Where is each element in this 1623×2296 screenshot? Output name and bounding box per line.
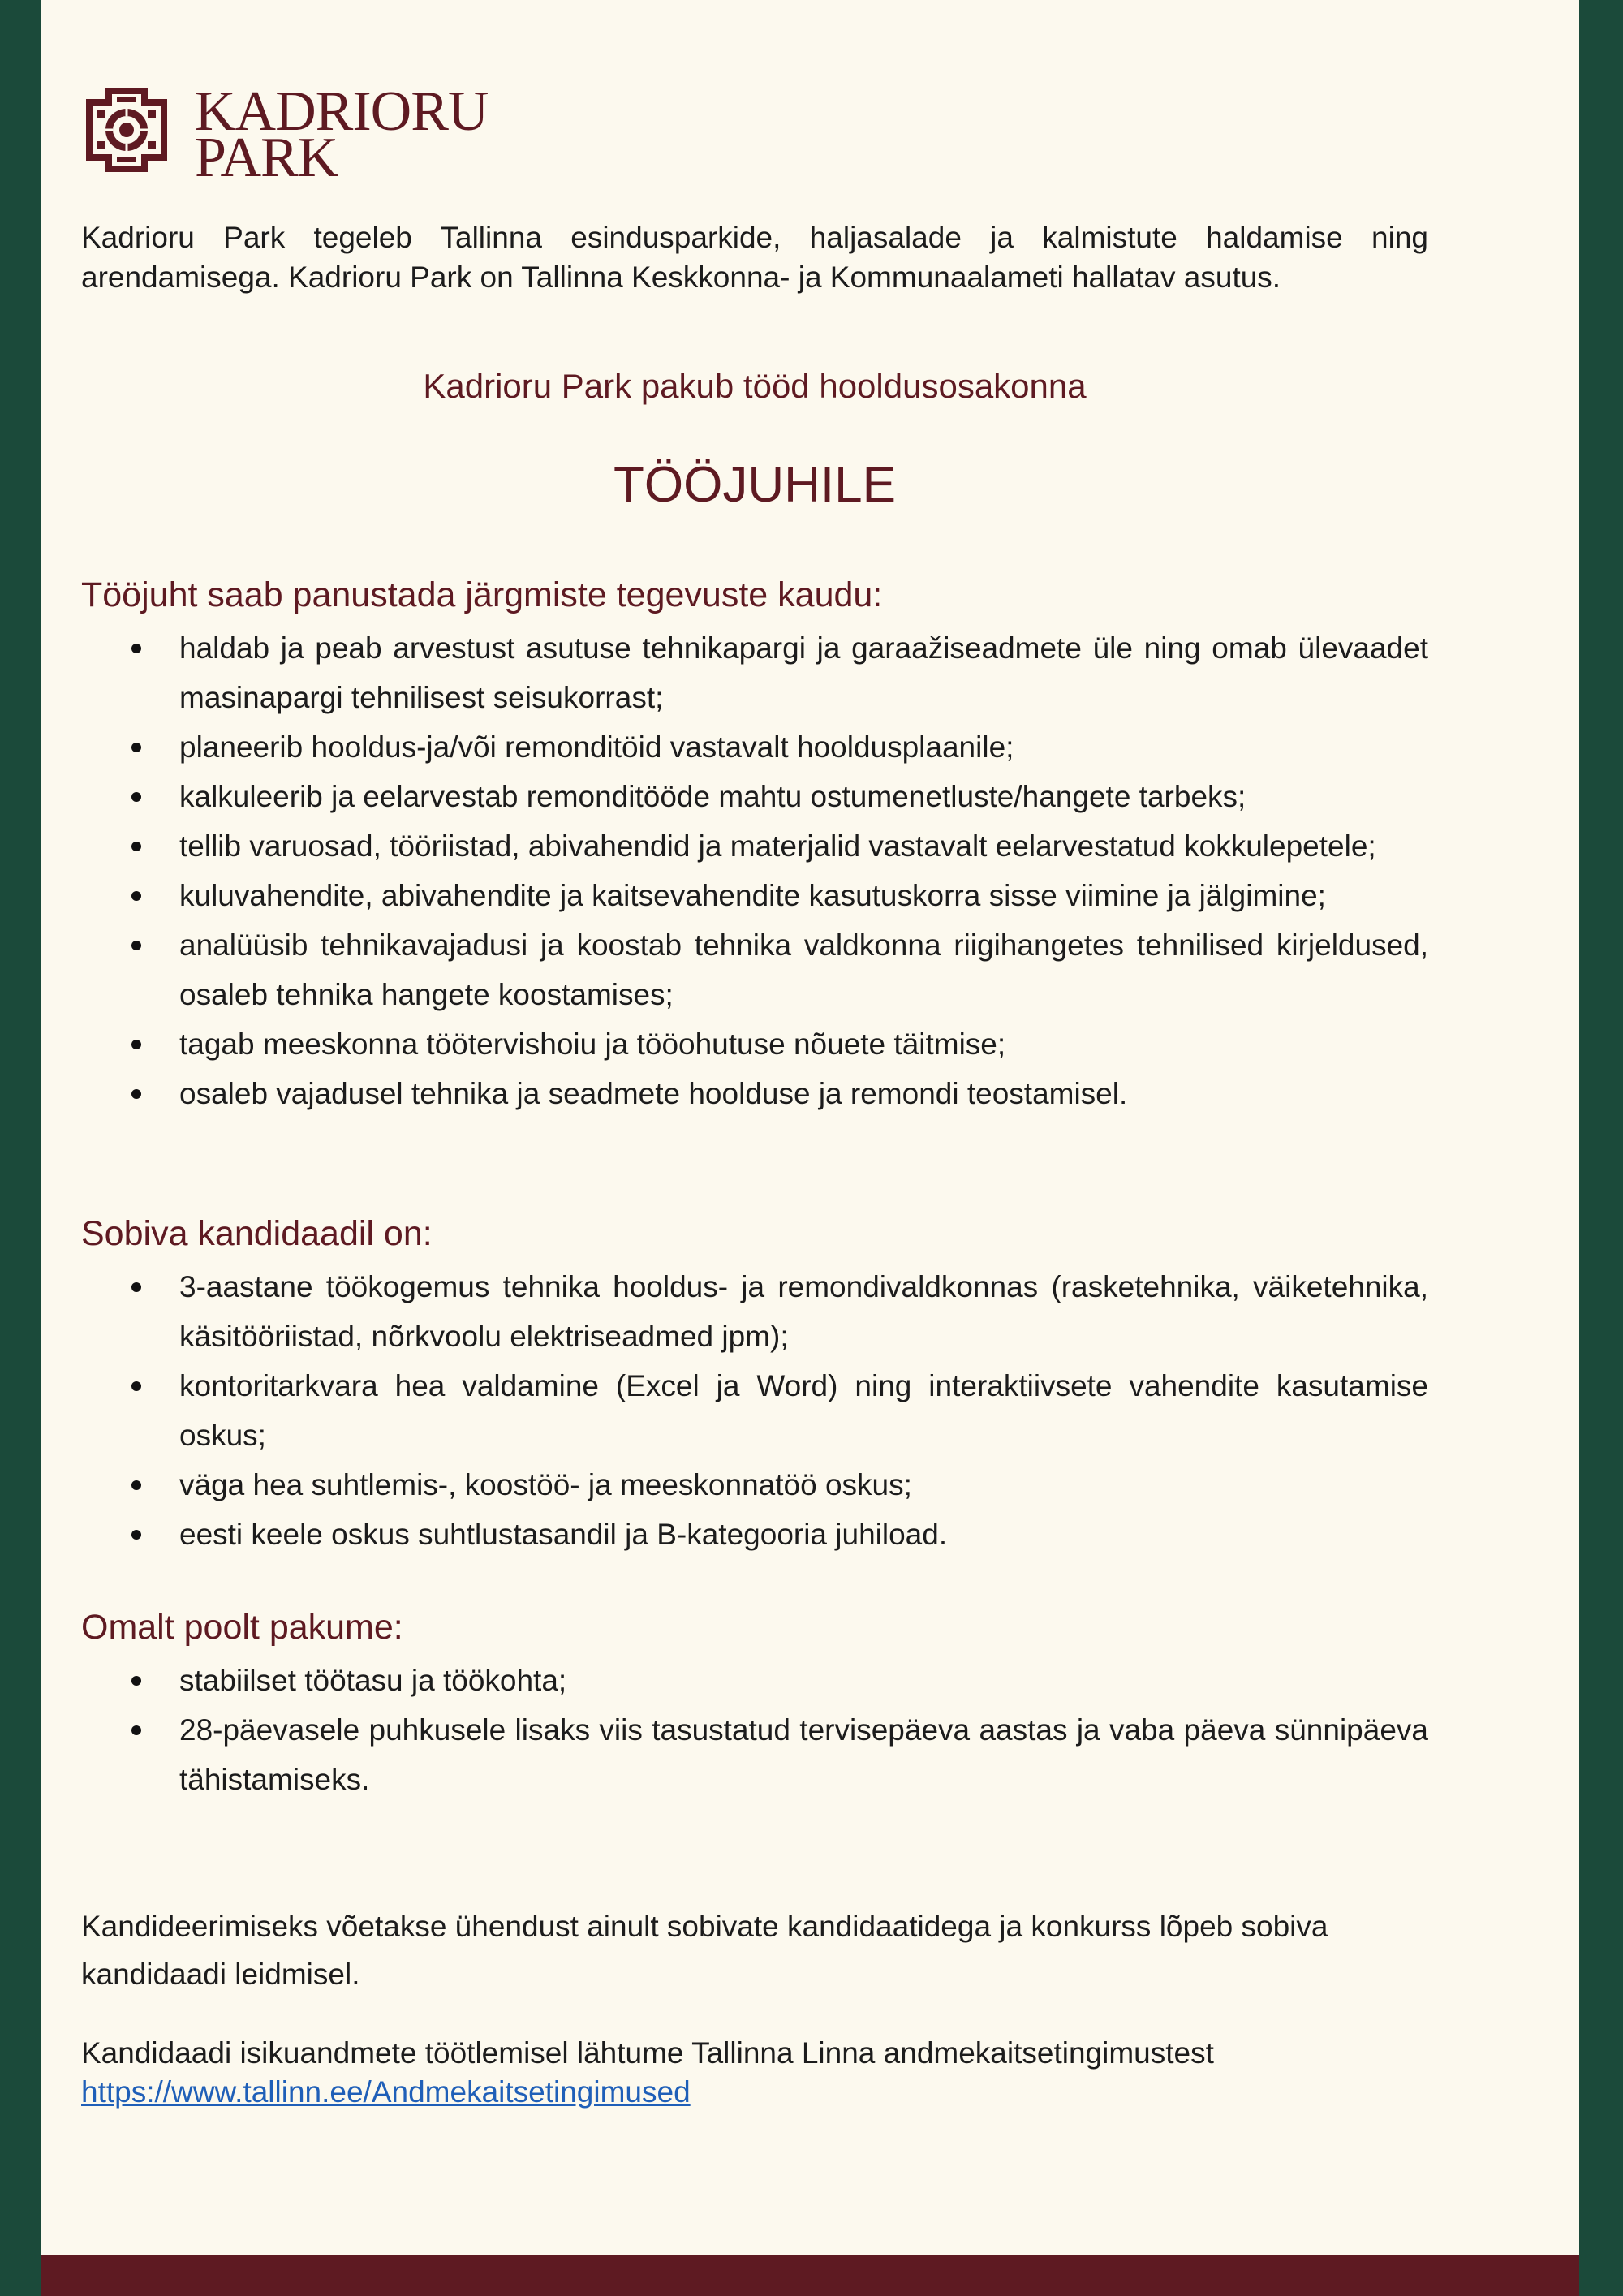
bullet-icon <box>131 1480 141 1490</box>
benefits-list <box>81 1656 1428 1804</box>
bullet-icon <box>131 743 141 752</box>
logo-wordmark-line1: KADRIORU <box>195 80 489 143</box>
offer-line: Kadrioru Park pakub tööd hooldusosakonna <box>423 367 1087 405</box>
bullet-icon <box>131 1089 141 1099</box>
list-item: kuluvahendite, abivahendite ja kaitsevahendite kasutuskorra sisse viimine ja jälgimine; <box>81 871 1428 920</box>
list-item: analüüsib tehnikavajadusi ja koostab tehnika valdkonna riigihangetes tehnilised kirjeldused, osaleb tehnika hangete koostamises; <box>81 920 1428 1019</box>
bullet-icon <box>131 792 141 802</box>
bullet-icon <box>131 842 141 851</box>
intro-paragraph: Kadrioru Park tegeleb Tallinna esindusparkide, haljasalade ja kalmistute haldamise ning arendamisega. Kadrioru Park on Tallinna Keskkonna- ja Kommunaalameti hallatav asutus. <box>81 221 1428 294</box>
requirements-list <box>81 1262 1428 1559</box>
requirements-heading: Sobiva kandidaadil on: <box>81 1214 433 1253</box>
bullet-icon <box>131 941 141 950</box>
right-frame-band <box>1579 0 1623 2296</box>
list-item: kalkuleerib ja eelarvestab remonditööde mahtu ostumenetluste/hangete tarbeks; <box>81 772 1428 821</box>
list-item: stabiilset töötasu ja töökohta; <box>81 1656 1428 1705</box>
bullet-icon <box>131 1530 141 1540</box>
list-item: tagab meeskonna töötervishoiu ja tööohutuse nõuete täitmise; <box>81 1019 1428 1069</box>
bullet-icon <box>131 1725 141 1735</box>
job-title: TÖÖJUHILE <box>613 457 896 513</box>
bullet-icon <box>131 1676 141 1686</box>
list-item: osaleb vajadusel tehnika ja seadmete hoolduse ja remondi teostamisel. <box>81 1069 1428 1118</box>
list-item: tellib varuosad, tööriistad, abivahendid ja materjalid vastavalt eelarvestatud kokkulepetele; <box>81 821 1428 871</box>
logo-wordmark-line2: PARK <box>195 127 338 189</box>
bullet-icon <box>131 1282 141 1292</box>
list-item: haldab ja peab arvestust asutuse tehnikapargi ja garaažiseadmete üle ning omab ülevaadet masinapargi tehnilisest seisukorrast; <box>81 623 1428 722</box>
privacy-paragraph <box>81 2034 1428 2112</box>
bullet-icon <box>131 1040 141 1049</box>
kadrioru-park-logo <box>81 80 536 189</box>
kadrioru-emblem-icon <box>81 81 172 179</box>
bottom-frame-band <box>41 2255 1579 2296</box>
privacy-text: Kandidaadi isikuandmete töötlemisel lähtume Tallinna Linna andmekaitsetingimustest <box>81 2036 1214 2070</box>
duties-heading: Tööjuht saab panustada järgmiste tegevuste kaudu: <box>81 575 883 614</box>
closing-paragraph: Kandideerimiseks võetakse ühendust ainult sobivate kandidaatidega ja konkurss lõpeb sobiva kandidaadi leidmisel. <box>81 1910 1328 1991</box>
bullet-icon <box>131 1381 141 1391</box>
list-item: 3-aastane töökogemus tehnika hooldus- ja remondivaldkonnas (rasketehnika, väiketehnika, käsitööriistad, nõrkvoolu elektriseadmed jpm); <box>81 1262 1428 1361</box>
duties-list <box>81 623 1428 1118</box>
benefits-heading: Omalt poolt pakume: <box>81 1608 403 1647</box>
list-item: väga hea suhtlemis-, koostöö- ja meeskonnatöö oskus; <box>81 1460 1428 1510</box>
list-item: planeerib hooldus-ja/või remonditöid vastavalt hooldusplaanile; <box>81 722 1428 772</box>
privacy-link[interactable]: https://www.tallinn.ee/Andmekaitsetingimused <box>81 2075 691 2109</box>
bullet-icon <box>131 891 141 901</box>
list-item: eesti keele oskus suhtlustasandil ja B-kategooria juhiload. <box>81 1510 1428 1559</box>
left-frame-band <box>0 0 41 2296</box>
list-item: 28-päevasele puhkusele lisaks viis tasustatud tervisepäeva aastas ja vaba päeva sünnipäeva tähistamiseks. <box>81 1705 1428 1804</box>
list-item: kontoritarkvara hea valdamine (Excel ja Word) ning interaktiivsete vahendite kasutamise oskus; <box>81 1361 1428 1460</box>
bullet-icon <box>131 644 141 653</box>
